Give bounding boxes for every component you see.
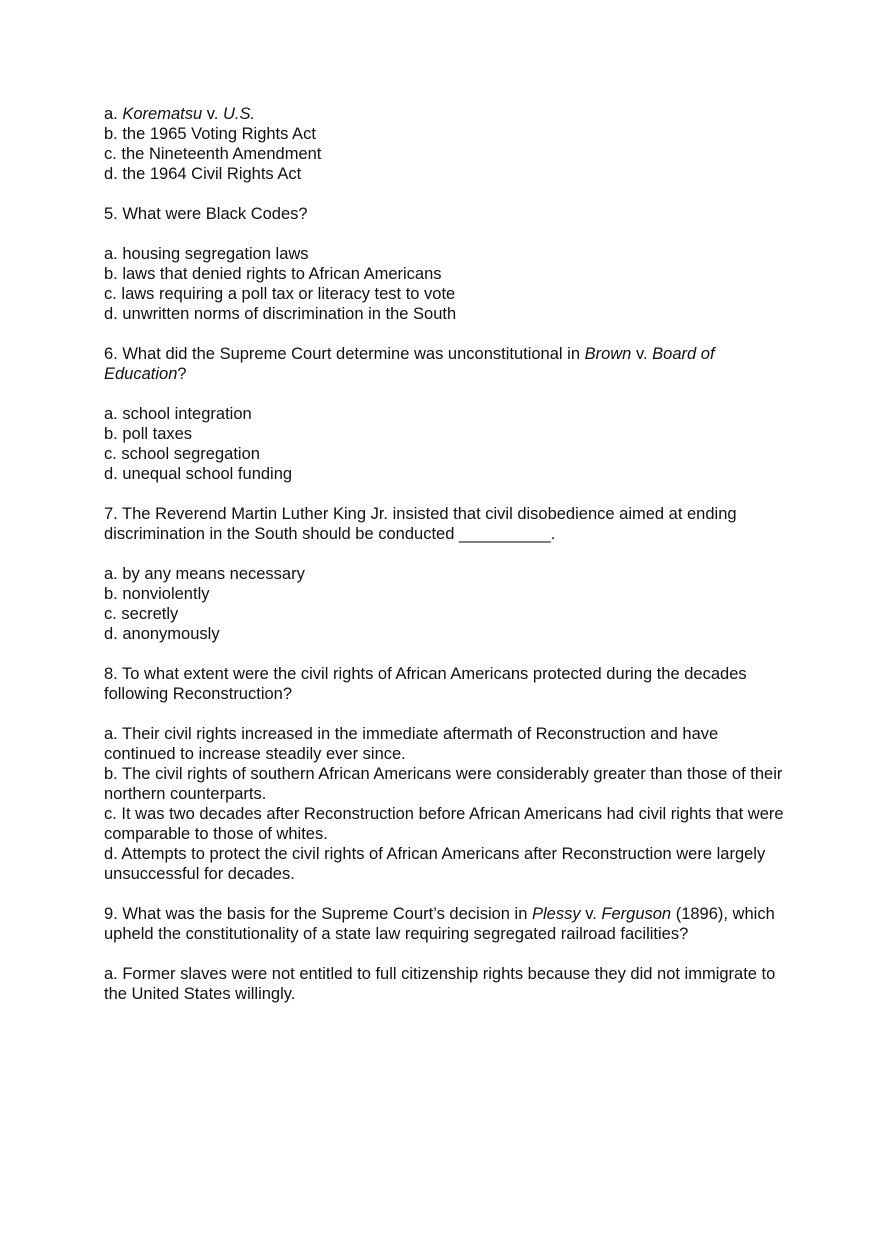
q9-options xyxy=(104,964,794,1004)
q7-question: 7. The Reverend Martin Luther King Jr. insisted that civil disobedience aimed at ending discrimination in the South should be conducted __________. xyxy=(104,505,737,543)
q8-option-a: a. Their civil rights increased in the immediate aftermath of Reconstruction and have continued to increase steadily ever since. xyxy=(104,725,719,763)
q8-question: 8. To what extent were the civil rights of African Americans protected during the decades following Reconstruction? xyxy=(104,665,747,703)
q8-options xyxy=(104,724,794,884)
q8-option-c: c. It was two decades after Reconstruction before African Americans had civil rights that were comparable to those of whites. xyxy=(104,805,784,843)
q5-option-c: c. laws requiring a poll tax or literacy test to vote xyxy=(104,285,456,303)
q8-option-b: b. The civil rights of southern African Americans were considerably greater than those of their northern counterparts. xyxy=(104,765,783,803)
q5-option-d: d. unwritten norms of discrimination in the South xyxy=(104,305,457,323)
q5-option-a: a. housing segregation laws xyxy=(104,245,309,263)
q4-options xyxy=(104,104,794,184)
q4-option-d: d. the 1964 Civil Rights Act xyxy=(104,165,302,183)
q7-option-a: a. by any means necessary xyxy=(104,565,305,583)
worksheet-page xyxy=(104,104,794,1024)
q7-options xyxy=(104,564,794,644)
q4-option-a: a. Korematsu v. U.S. xyxy=(104,105,256,123)
q6-option-d: d. unequal school funding xyxy=(104,465,293,483)
q7-option-c: c. secretly xyxy=(104,605,179,623)
q4-option-b: b. the 1965 Voting Rights Act xyxy=(104,125,316,143)
q6-option-a: a. school integration xyxy=(104,405,252,423)
q7-option-d: d. anonymously xyxy=(104,625,220,643)
q5-options xyxy=(104,244,794,324)
q6-options xyxy=(104,404,794,484)
q5-option-b: b. laws that denied rights to African Americans xyxy=(104,265,442,283)
q4-option-c: c. the Nineteenth Amendment xyxy=(104,145,322,163)
q6-question: 6. What did the Supreme Court determine was unconstitutional in Brown v. Board of Education? xyxy=(104,345,715,383)
q8-option-d: d. Attempts to protect the civil rights of African Americans after Reconstruction were largely unsuccessful for decades. xyxy=(104,845,766,883)
q9-option-a: a. Former slaves were not entitled to full citizenship rights because they did not immigrate to the United States willingly. xyxy=(104,965,776,1003)
q7-option-b: b. nonviolently xyxy=(104,585,210,603)
q6-option-b: b. poll taxes xyxy=(104,425,193,443)
q9-question: 9. What was the basis for the Supreme Court’s decision in Plessy v. Ferguson (1896), which upheld the constitutionality of a state law requiring segregated railroad facilities? xyxy=(104,905,775,943)
q5-question: 5. What were Black Codes? xyxy=(104,205,308,223)
q6-option-c: c. school segregation xyxy=(104,445,260,463)
